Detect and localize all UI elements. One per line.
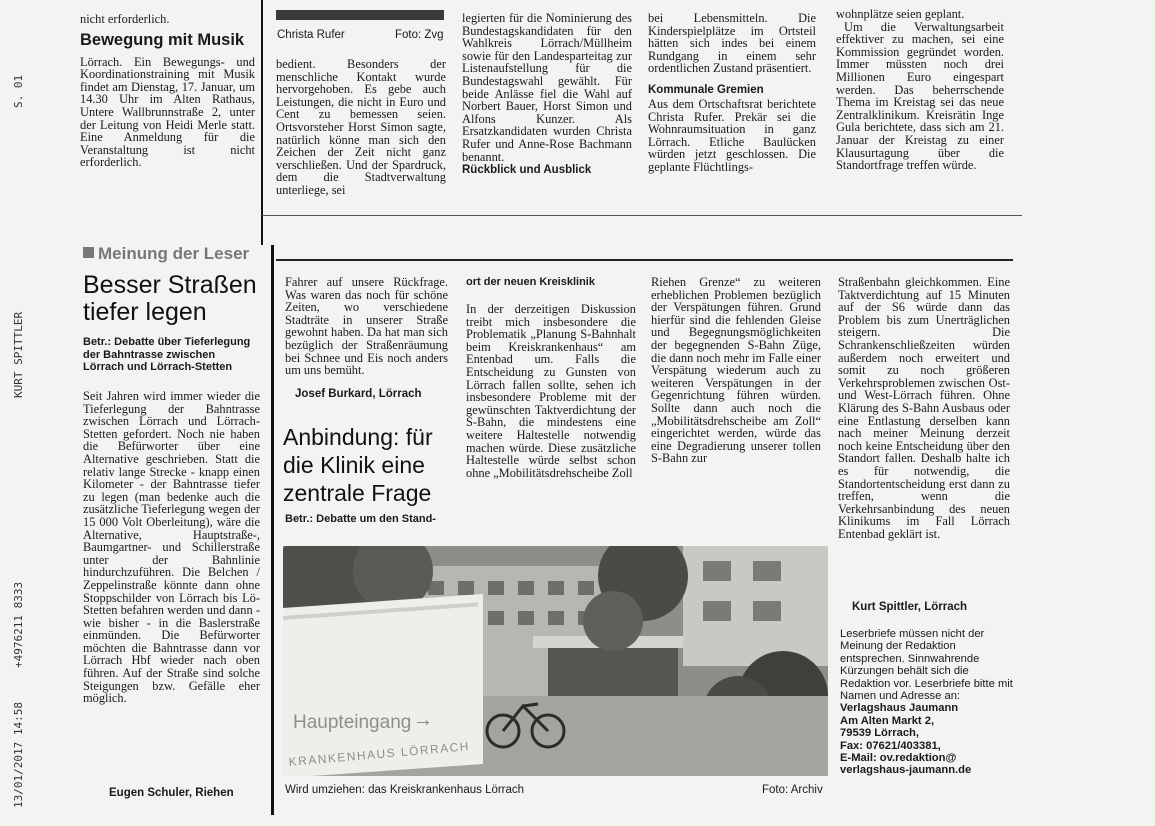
fax-margin [0,0,24,826]
notice-street: Am Alten Markt 2, [840,714,935,727]
photo-credit-label: Foto: Zvg [395,29,444,41]
notice-city: 79539 Lörrach, [840,727,919,740]
sign-main-text: Haupteingang [293,712,412,733]
col1-heading: Bewegung mit Musik [80,30,245,49]
col1-tail: nicht erforderlich. [80,12,170,26]
section-divider [262,215,1022,216]
col3-body: legierten für die Nominierung des Bundestagskandidaten für den Wahlkreis Lörrach/Müllheim sowie für den Landesparteitag zur Listenaufstellung für die Bundestagswahl gewählt. Für beide Anlässe fiel die Wahl auf Norbert Bauer, Horst Simon und Alfons Kunzer. Als Ersatzkandidaten wurden Christa Rufer und Anne-Rose Bachmann benannt. [462,11,632,164]
letter3-ref-end: ort der neuen Kreisklinik [466,276,595,288]
col1-body: Lörrach. Ein Bewegungs- und Koordinationstraining mit Musik findet am Dienstag, 17. Januar, um 14.30 Uhr im Alten Rathaus, Untere Wallbrunnstraße 2, unter der Leitung von Heidi Merle statt. Eine Anmeldung für die Veranstaltung ist nicht erforderlich. [80,54,255,170]
notice-fax: Fax: 07621/403381, [840,739,941,752]
letter3-headline: Anbindung: für die Klinik eine zentrale Frage [283,424,433,506]
photo-caption: Wird umziehen: das Kreiskrankenhaus Lörrach [285,784,525,796]
top-col1 [80,13,255,169]
letter1-body: Seit Jahren wird immer wieder die Tieferlegung der Bahntrasse zwischen Lörrach und Lörrach-Stetten gefordert. Noch nie haben die Befürworter über eine Alternative geschrieben. Statt die relativ lange Strecke - knapp einen Kilometer - der Bahntrasse tiefer zu legen (man bedenke auch die zusätzliche Tieferlegung wegen der 15 000 Volt Oberleitung), wäre die Alternative, Hauptstraße-, Baumgartner- und Schillerstraße unter der Bahnlinie hindurchzuführen. Die Belchen / Zeppelinstraße könnte dann ohne Stoppschilder von Lörrach bis Lö-Stetten befahren werden und dann - wie bisher - in die Baslerstraße einmünden. Die Befürworter möchten die Bahntrasse dann vor Lörrach Hbf wieder nach oben führen. Auf der Straße sind solche Steigungen bzw. Gefälle eher möglich. [83,389,260,706]
notice-text: Leserbriefe müssen nicht der Meinung der Redaktion entsprechen. Sinnwahrende Kürzungen behält sich die Redaktion vor. Leserbriefe bitte mit Namen und Adresse an: [840,628,1013,703]
col2-body: bedient. Besonders der menschliche Kontakt wurde hervorgehoben. Es gebe auch Leistungen, die nicht in Euro und Cent zu bemessen seien. Ortsvorsteher Horst Simon sagte, natürlich könne man sich den Zeichen der Zeit nicht ganz verschließen. Und der Spardruck, dem die Stadtverwaltung unterliege, sei [276,57,446,197]
fax-timestamp: 13/01/2017 14:58 [12,702,25,808]
col4-subhead: Kommunale Gremien [648,83,764,96]
letter2-body: Fahrer auf unsere Rückfrage. Was waren das noch für schöne Zeiten, wo verschiedene Stadträte in unserer Straße gewohnt haben. Da hat man sich bezüglich der Straßenräumung bei Schnee und Eis noch anders um uns bemüht. [285,275,448,378]
hospital-photo-illustration [283,546,828,776]
top-photo-strip [276,10,444,20]
letter3-ref-start: Betr.: Debatte um den Stand- [285,513,436,525]
letter3-col-b: Riehen Grenze“ zu weiteren erheblichen Problemen bezüglich der Verspätungen führen. Grund hierfür sind die fehlenden Gleise und Begegnungsmöglichkeiten der begegnenden S-Bahn Züge, die dann noch mehr im Falle einer Verspätung wiederum auch zu weiteren Verspätungen in der Gegenrichtung führen würden. Sollte dann auch noch die „Mobilitätsdrehscheibe am Zoll“ eingerichtet werden, würde das eine Degradierung unserer tollen S-Bahn zur [651,275,821,466]
letter1-ref: Betr.: Debatte über Tieferlegung der Bahntrasse zwischen Lörrach und Lörrach-Stetten [83,336,251,373]
section-rule [276,259,1013,261]
letter3-author: Kurt Spittler, Lörrach [852,601,968,613]
col4-body: Aus dem Ortschaftsrat berichtete Christa Rufer. Prekär sei die Wohnraumsituation in ganz Lörrach. Etliche Baulücken würden jetzt geschlossen. Die geplante Flüchtlings- [648,96,816,174]
photo-credit-name: Christa Rufer [277,29,345,41]
letter3-col-c: Straßenbahn gleichkommen. Eine Taktverdichtung auf 15 Minuten auf der S6 würde dann das Problem bis zum Unerträglichen steigern. Die Schrankenschließzeiten würden außerdem noch erweitert und somit zu noch größeren Verkehrsproblemen zwischen Ost- und West-Lörrach führen. Ohne Klärung des S-Bahn Ausbaus oder eine Entlastung derselben kann nach meiner Meinung derzeit noch keine Entscheidung über den Standort fallen. Deshalb halte ich es für notwendig, die Standortentscheidung erst dann zu treffen, wenn die Verkehrsanbindung des neuen Klinikums im Fall Lörrach Entenbad geklärt ist. [838,275,1010,541]
letter1-author: Eugen Schuler, Riehen [109,787,234,799]
letter3-col-a: In der derzeitigen Diskussion treibt mich insbesondere die Problematik „Planung S-Bahnhalt beim Kreiskrankenhaus“ am Entenbad um. Falls die Entscheidung zu Gunsten von Lörrach fallen sollte, sehen ich insbesondere Probleme mit der gewünschten Taktverdichtung der S-Bahn, die mindestens eine weitere Haltestelle notwendig machen würde. Diese zusätzliche Haltestelle würde selbst schon ohne „Mobilitätsdrehscheibe Zoll [466,302,636,480]
page-edge [271,245,274,815]
section-label-text: Meinung der Leser [98,244,250,263]
fax-sender: KURT SPITTLER [12,311,25,398]
fax-number: +4976211 8333 [12,581,25,668]
top-col2 [276,58,446,197]
col4-top: bei Lebensmitteln. Die Kinderspielplätze im Ortsteil hätten sich indes bei einem Rundgang in einem sehr ordentlichen Zustand präsentiert. [648,11,816,76]
letter2-author: Josef Burkard, Lörrach [295,388,422,400]
col3-subhead: Rückblick und Ausblick [462,164,592,177]
notice-email: E-Mail: ov.redaktion@ verlagshaus-jaumann.de [840,752,972,777]
notice-publisher: Verlagshaus Jaumann [840,702,959,715]
col5-top: wohnplätze seien geplant. [836,7,965,21]
top-col4 [648,12,816,174]
column-rule [261,0,263,245]
hospital-photo [283,546,828,776]
col5-body: Um die Verwaltungsarbeit effektiver zu machen, sei eine Kommission gegründet worden. Immer müssten noch drei Millionen Euro eingespart werden. Das beherrschende Thema im Kreistag sei das neue Zentralklinikum. Kreisrätin Inge Gula berichtete, dass sich am 21. Januar der Kreistag zu einer Klausurtagung über die Standortfrage treffen würde. [836,19,1004,173]
top-col5 [836,8,1004,172]
letter1-headline: Besser Straßen tiefer legen [83,271,257,326]
section-label [83,244,258,264]
sign-sub-text: KRANKENHAUS LÖRRACH [288,739,471,769]
notice-box [840,628,1015,777]
svg-text:→: → [413,709,433,731]
top-col3 [462,12,632,177]
fax-page: S. 01 [12,74,25,108]
photo-credit: Foto: Archiv [762,784,823,796]
